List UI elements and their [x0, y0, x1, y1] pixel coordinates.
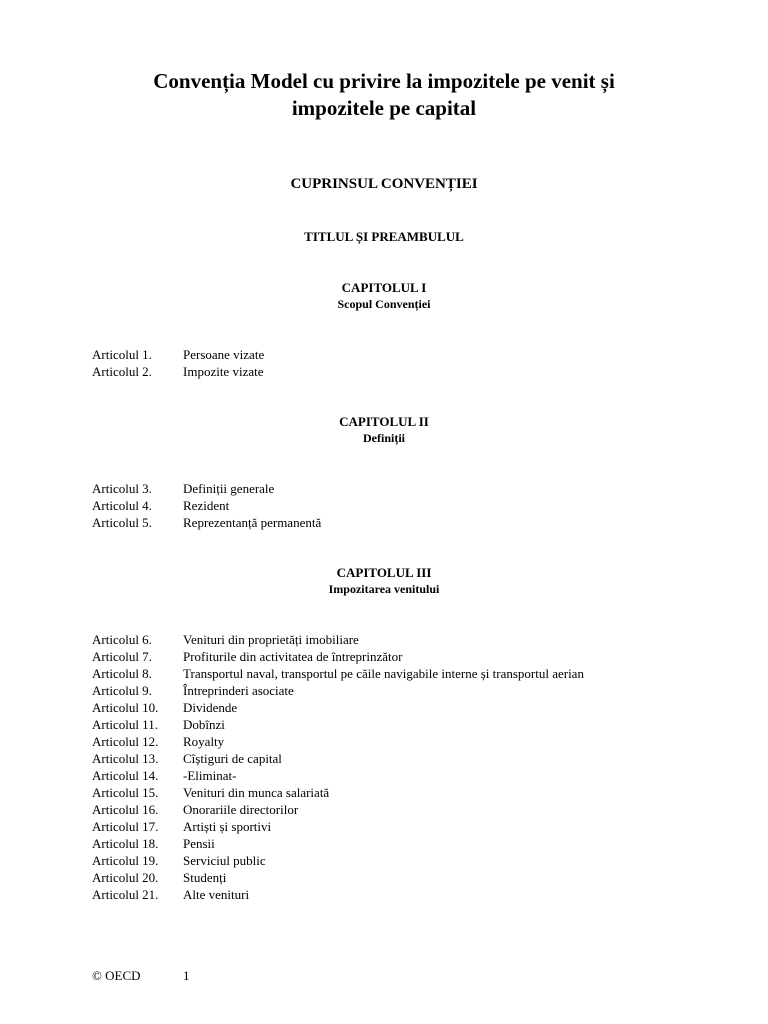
article-title: Cîștiguri de capital — [183, 751, 282, 766]
article-title: Dividende — [183, 700, 238, 715]
article-title: Venituri din munca salariată — [183, 785, 330, 800]
article-number: Articolul 4. — [92, 498, 152, 513]
article-number: Articolul 16. — [92, 802, 159, 817]
article-number: Articolul 2. — [92, 364, 152, 379]
chapter-1-heading — [0, 279, 768, 313]
article-row — [92, 835, 584, 852]
article-number: Articolul 11. — [92, 717, 158, 732]
article-number: Articolul 7. — [92, 649, 152, 664]
article-row — [92, 886, 584, 903]
article-title: Întreprinderi asociate — [183, 683, 294, 698]
article-number: Articolul 10. — [92, 700, 159, 715]
article-title: Persoane vizate — [183, 347, 265, 362]
article-number: Articolul 9. — [92, 683, 152, 698]
article-number: Articolul 1. — [92, 347, 152, 362]
chapter-3-article-list — [92, 631, 584, 903]
article-row — [92, 346, 264, 363]
page-number: 1 — [183, 968, 190, 983]
document-title-line-1: Convenția Model cu privire la impozitele pe venit și — [153, 69, 615, 93]
document-title — [0, 68, 768, 122]
article-number: Articolul 18. — [92, 836, 159, 851]
article-row — [92, 733, 584, 750]
article-title: Royalty — [183, 734, 225, 749]
article-row — [92, 648, 584, 665]
chapter-number: CAPITOLUL III — [336, 565, 432, 580]
chapter-name: Impozitarea venitului — [328, 582, 440, 596]
article-title: Artiști și sportivi — [183, 819, 272, 834]
article-title: Alte venituri — [183, 887, 250, 902]
article-title: -Eliminat- — [183, 768, 237, 783]
article-row — [92, 665, 584, 682]
article-row — [92, 699, 584, 716]
article-title: Dobînzi — [183, 717, 225, 732]
article-number: Articolul 12. — [92, 734, 159, 749]
article-row — [92, 869, 584, 886]
article-row — [92, 514, 321, 531]
article-title: Definiții generale — [183, 481, 275, 496]
article-number: Articolul 20. — [92, 870, 159, 885]
article-row — [92, 682, 584, 699]
article-row — [92, 818, 584, 835]
article-number: Articolul 5. — [92, 515, 152, 530]
chapter-name: Scopul Convenției — [337, 297, 431, 311]
article-number: Articolul 3. — [92, 481, 152, 496]
article-row — [92, 852, 584, 869]
article-title: Profiturile din activitatea de întreprinzător — [183, 649, 403, 664]
chapter-2-heading — [0, 413, 768, 447]
article-title: Pensii — [183, 836, 215, 851]
chapter-name: Definiții — [363, 431, 405, 445]
article-title: Transportul naval, transportul pe căile navigabile interne și transportul aerian — [183, 666, 584, 681]
article-row — [92, 497, 321, 514]
article-number: Articolul 14. — [92, 768, 159, 783]
article-title: Serviciul public — [183, 853, 266, 868]
article-row — [92, 784, 584, 801]
article-title: Venituri din proprietăți imobiliare — [183, 632, 359, 647]
chapter-2-article-list — [92, 480, 321, 531]
article-number: Articolul 15. — [92, 785, 159, 800]
article-number: Articolul 17. — [92, 819, 159, 834]
chapter-3-heading — [0, 564, 768, 598]
article-title: Rezident — [183, 498, 230, 513]
article-number: Articolul 21. — [92, 887, 159, 902]
article-row — [92, 767, 584, 784]
article-number: Articolul 13. — [92, 751, 159, 766]
article-row — [92, 716, 584, 733]
article-row — [92, 801, 584, 818]
article-number: Articolul 19. — [92, 853, 159, 868]
chapter-number: CAPITOLUL I — [341, 280, 427, 295]
preamble-heading: TITLUL ȘI PREAMBULUL — [304, 229, 464, 244]
article-row — [92, 480, 321, 497]
page-footer — [92, 968, 190, 984]
chapter-1-article-list — [92, 346, 264, 380]
article-title: Reprezentanță permanentă — [183, 515, 322, 530]
chapter-number: CAPITOLUL II — [339, 414, 429, 429]
article-row — [92, 750, 584, 767]
article-title: Onorariile directorilor — [183, 802, 299, 817]
article-title: Studenți — [183, 870, 227, 885]
article-row — [92, 363, 264, 380]
article-number: Articolul 8. — [92, 666, 152, 681]
article-title: Impozite vizate — [183, 364, 264, 379]
article-number: Articolul 6. — [92, 632, 152, 647]
document-title-line-2: impozitele pe capital — [291, 96, 477, 120]
contents-heading: CUPRINSUL CONVENȚIEI — [290, 176, 478, 192]
copyright-notice: © OECD — [92, 968, 141, 983]
article-row — [92, 631, 584, 648]
